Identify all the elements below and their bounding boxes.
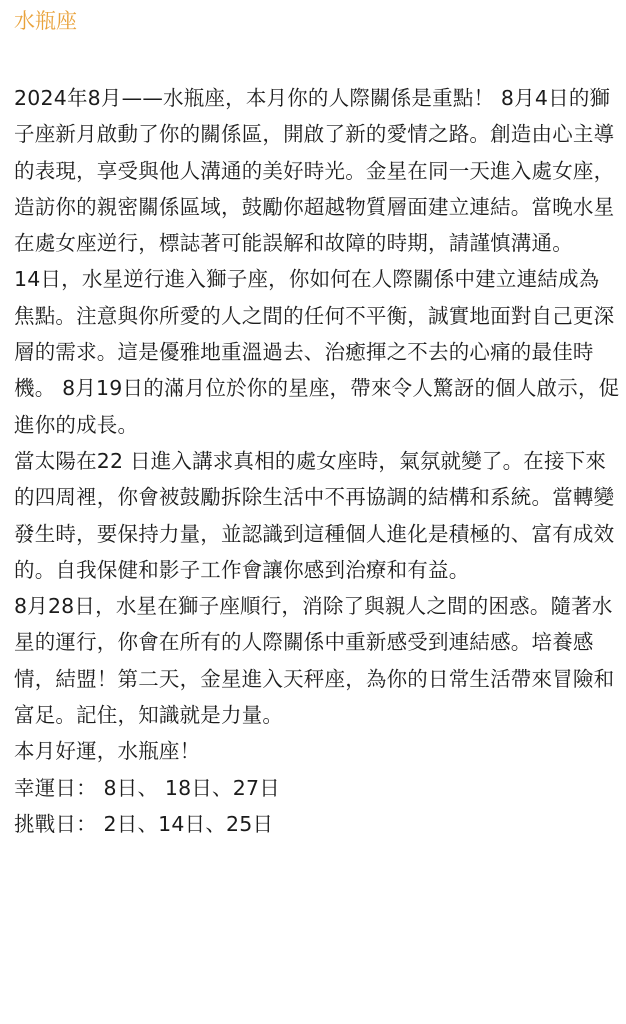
lucky-days: 幸運日： 8日、 18日、27日 bbox=[14, 775, 280, 800]
challenge-days: 挑戰日： 2日、14日、25日 bbox=[14, 811, 274, 836]
paragraph-sun-virgo: 當太陽在22 日進入講求真相的處女座時，氣氛就變了。在接下來的四周裡，你會被鼓勵拆除生活中不再協調的結構和系統。當轉變發生時，要保持力量，並認識到這種個人進化是積極的、富有成效的。自我保健和影子工作會讓你感到治療和有益。 bbox=[14, 448, 615, 582]
closing-line: 本月好運，水瓶座！ bbox=[14, 739, 201, 764]
paragraph-intro: 2024年8月——水瓶座，本月你的人際關係是重點！ 8月4日的獅子座新月啟動了你的關係區，開啟了新的愛情之路。創造由心主導的表現，享受與他人溝通的美好時光。金星在同一天進入處女座，造訪你的親密關係區域，鼓勵你超越物質層面建立連結。當晚水星在處女座逆行，標誌著可能誤解和故障的時期，請謹慎溝通。 bbox=[14, 86, 615, 256]
paragraph-mercury-direct: 8月28日，水星在獅子座順行，消除了與親人之間的困惑。隨著水星的運行，你會在所有的人際關係中重新感受到連結感。培養感情，結盟！第二天，金星進入天秤座，為你的日常生活帶來冒險和富足。記住，知識就是力量。 bbox=[14, 594, 615, 728]
page-title: 水瓶座 bbox=[14, 9, 77, 33]
article-body bbox=[14, 80, 620, 842]
paragraph-mercury-retrograde: 14日，水星逆行進入獅子座，你如何在人際關係中建立連結成為焦點。注意與你所愛的人之間的任何不平衡，誠實地面對自己更深層的需求。這是優雅地重溫過去、治癒揮之不去的心痛的最佳時機。 8月19日的滿月位於你的星座，帶來令人驚訝的個人啟示，促進你的成長。 bbox=[14, 267, 620, 437]
